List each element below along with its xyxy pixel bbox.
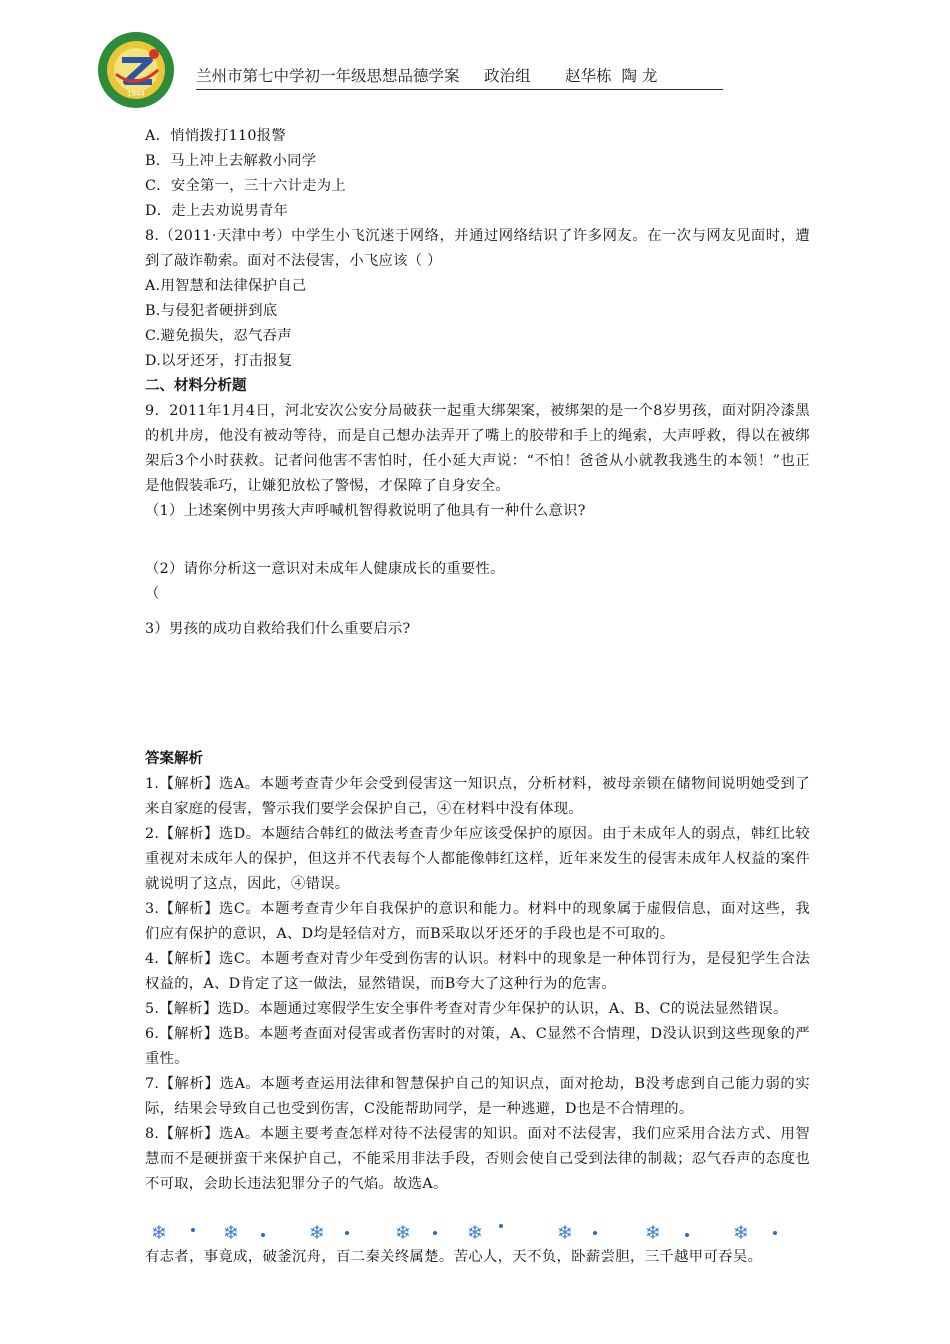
snowflake-icon: ❄ [309, 1222, 325, 1244]
question-9-material: 9．2011年1月4日，河北安次公安分局破获一起重大绑架案，被绑架的是一个8岁男孩，面对阴冷漆黑的机井房，他没有被动等待，而是自己想办法弄开了嘴上的胶带和手上的绳索，大声呼救，得以在被绑架后3个小时获救。记者问他害不害怕时，任小延大声说：“不怕！爸爸从小就教我逃生的本领！”也正是他假装乖巧，让嫌犯放松了警惕，才保障了自身安全。 [145, 403, 810, 494]
sub-question-3-paren: （ [145, 586, 160, 602]
answer-4: 4.【解析】选C。本题考查对青少年受到伤害的认识。材料中的现象是一种体罚行为，是侵犯学生合法权益的，A、D肯定了这一做法，显然错误，而B夸大了这种行为的危害。 [145, 951, 810, 992]
svg-text:1944: 1944 [127, 90, 145, 98]
snowflake-icon: ❄ [645, 1222, 661, 1244]
option-b: B．马上冲上去解救小同学 [145, 153, 317, 169]
sub-question-2: （2）请你分析这一意识对未成年人健康成长的重要性。 [145, 561, 505, 577]
motto: 有志者，事竟成，破釜沉舟，百二秦关终属楚。苦心人，天不负，卧薪尝胆，三千越甲可吞吴。 [145, 1249, 763, 1265]
snowflake-icon: ❄ [557, 1222, 573, 1244]
answer-6: 6.【解析】选B。本题考查面对侵害或者伤害时的对策，A、C显然不合情理，D没认识到这些现象的严重性。 [145, 1026, 810, 1067]
sub-question-3: 3）男孩的成功自救给我们什么重要启示? [145, 621, 411, 637]
header-underline [196, 89, 723, 90]
question-8-stem: 8.（2011·天津中考）中学生小飞沉迷于网络，并通过网络结识了许多网友。在一次与网友见面时，遭到了敲诈勒索。面对不法侵害，小飞应该（ ） [145, 228, 810, 269]
snowflake-icon: ❄ [467, 1222, 483, 1244]
school-logo [96, 30, 176, 110]
option-a: A．悄悄拨打110报警 [145, 128, 286, 144]
q8-option-b: B.与侵犯者硬拼到底 [145, 303, 278, 319]
snowflake-icon: ❄ [151, 1222, 167, 1244]
answer-7: 7.【解析】选A。本题考查运用法律和智慧保护自己的知识点，面对抢劫，B没考虑到自己能力弱的实际，结果会导致自己也受到伤害，C没能帮助同学，是一种逃避，D也是不合情理的。 [145, 1076, 810, 1117]
answer-1: 1.【解析】选A。本题考查青少年会受到侵害这一知识点，分析材料，被母亲锁在储物间说明她受到了来自家庭的侵害，警示我们要学会保护自己，④在材料中没有体现。 [145, 776, 810, 817]
option-c: C．安全第一，三十六计走为上 [145, 178, 346, 194]
q8-option-c: C.避免损失，忍气吞声 [145, 328, 292, 344]
document-body [145, 124, 810, 1197]
q8-option-a: A.用智慧和法律保护自己 [145, 278, 307, 294]
answer-3: 3.【解析】选C。本题考查青少年自我保护的意识和能力。材料中的现象属于虚假信息，面对这些，我们应有保护的意识，A、D均是轻信对方，而B采取以牙还牙的手段也是不可取的。 [145, 901, 810, 942]
answers-heading: 答案解析 [145, 751, 203, 767]
header-title: 兰州市第七中学初一年级思想品德学案 政治组 赵华栋 陶 龙 [196, 67, 658, 85]
option-d: D．走上去劝说男青年 [145, 203, 289, 219]
q8-option-d: D.以牙还牙，打击报复 [145, 353, 293, 369]
snowflake-icon: ❄ [733, 1222, 749, 1244]
snowflake-divider [145, 1222, 810, 1246]
snowflake-icon: ❄ [223, 1222, 239, 1244]
sub-question-1: （1）上述案例中男孩大声呼喊机智得救说明了他具有一种什么意识? [145, 503, 586, 519]
answer-2: 2.【解析】选D。本题结合韩红的做法考查青少年应该受保护的原因。由于未成年人的弱点，韩红比较重视对未成年人的保护，但这并不代表每个人都能像韩红这样，近年来发生的侵害未成年人权益的案件就说明了这点，因此，④错误。 [145, 826, 810, 892]
section-heading: 二、材料分析题 [145, 378, 247, 394]
answer-8: 8.【解析】选A。本题主要考查怎样对待不法侵害的知识。面对不法侵害，我们应采用合法方式、用智慧而不是硬拼蛮干来保护自己，不能采用非法手段，否则会使自己受到法律的制裁；忍气吞声的态度也不可取，会助长违法犯罪分子的气焰。故选A。 [145, 1126, 810, 1192]
answer-5: 5.【解析】选D。本题通过寒假学生安全事件考查对青少年保护的认识，A、B、C的说法显然错误。 [145, 1001, 788, 1017]
snowflake-icon: ❄ [395, 1222, 411, 1244]
